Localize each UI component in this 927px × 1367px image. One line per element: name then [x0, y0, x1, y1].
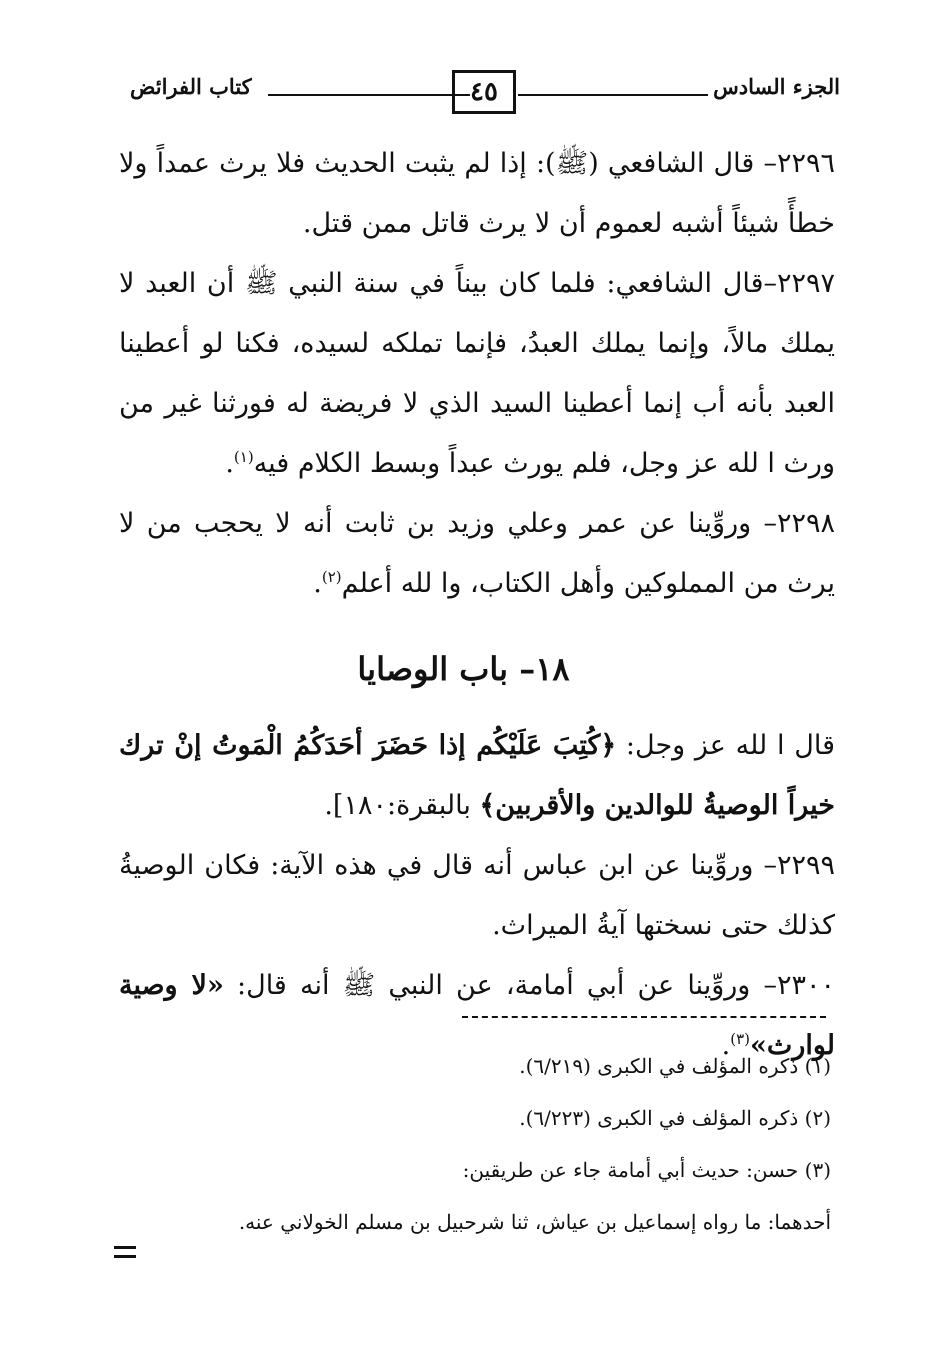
footnote-ref-1: (١) — [233, 448, 254, 466]
quran-verse: ﴿كُتِبَ عَلَيْكُم إذا حَضَرَ أحَدَكُمُ الْمَوتُ إنْ ترك خيراً الوصيةُ للوالدين والأقربين﴾ — [119, 730, 835, 821]
paragraph-2297 — [119, 254, 835, 494]
continuation-mark-line-2 — [114, 1255, 136, 1258]
volume-label: الجزء السادس — [713, 74, 840, 99]
paragraph-2298-end: . — [313, 568, 322, 599]
main-text-block — [119, 134, 835, 614]
running-header — [118, 60, 840, 120]
paragraph-2297-text: ٢٢٩٧–قال الشافعي: فلما كان بيناً في سنة النبي ﷺ أن العبد لا يملك مالاً، وإنما يملك العبدُ، فإنما تملكه لسيده، فكنا لو أعطينا العبد بأنه أب إنما أعطينا السيد الذي لا فريضة له فورثنا غير من ورث ا لله عز وجل، فلم يورث عبداً وبسط الكلام فيه — [119, 268, 835, 479]
footnote-continuation: أحدهما: ما رواه إسماعيل بن عياش، ثنا شرحبيل بن مسلم الخولاني عنه. — [238, 1210, 831, 1234]
page-number: ٤٥ — [452, 70, 516, 114]
paragraph-2300-end: . — [721, 1030, 731, 1061]
footnote-divider — [462, 1016, 826, 1018]
footnote-3: (٣) حسن: حديث أبي أمامة جاء عن طريقين: — [462, 1158, 831, 1182]
paragraph-2299-text: ٢٢٩٩– وروِّينا عن ابن عباس أنه قال في هذه الآية: فكان الوصيةُ كذلك حتى نسختها آيةُ الميراث. — [119, 850, 835, 941]
quran-prefix: قال ا لله عز وجل: — [616, 730, 836, 761]
paragraph-2296 — [119, 134, 835, 254]
continuation-mark — [114, 1246, 136, 1264]
section-text-block — [119, 716, 835, 1076]
header-rule-right — [518, 94, 708, 96]
footnote-ref-2: (٢) — [321, 568, 342, 586]
footnote-ref-3: (٣) — [730, 1030, 750, 1048]
book-label: كتاب الفرائض — [130, 74, 252, 99]
paragraph-2298 — [119, 494, 835, 614]
section-heading: ١٨– باب الوصايا — [357, 650, 570, 688]
header-rule-left — [268, 94, 470, 96]
quran-suffix: بالبقرة:١٨٠]. — [324, 790, 480, 821]
footnote-1: (١) ذكره المؤلف في الكبرى (٦/٢١٩). — [519, 1054, 831, 1078]
footnotes — [121, 1040, 831, 1248]
quran-citation — [119, 716, 835, 836]
paragraph-2296-text: ٢٢٩٦– قال الشافعي (ﷺ): إذا لم يثبت الحديث فلا يرث عمداً ولا خطأً شيئاً أشبه لعموم أن لا يرث قاتل ممن قتل. — [119, 148, 835, 239]
footnote-2: (٢) ذكره المؤلف في الكبرى (٦/٢٢٣). — [519, 1106, 831, 1130]
paragraph-2297-end: . — [225, 448, 234, 479]
paragraph-2298-text: ٢٢٩٨– وروِّينا عن عمر وعلي وزيد بن ثابت أنه لا يحجب من لا يرث من المملوكين وأهل الكتاب، وا لله أعلم — [119, 508, 835, 599]
hadith-quote: «لا وصية لوارث» — [119, 970, 835, 1061]
paragraph-2299 — [119, 836, 835, 956]
paragraph-2300-prefix: ٢٣٠٠– وروِّينا عن أبي أمامة، عن النبي ﷺ أنه قال: — [223, 970, 835, 1001]
continuation-mark-line-1 — [114, 1246, 136, 1249]
